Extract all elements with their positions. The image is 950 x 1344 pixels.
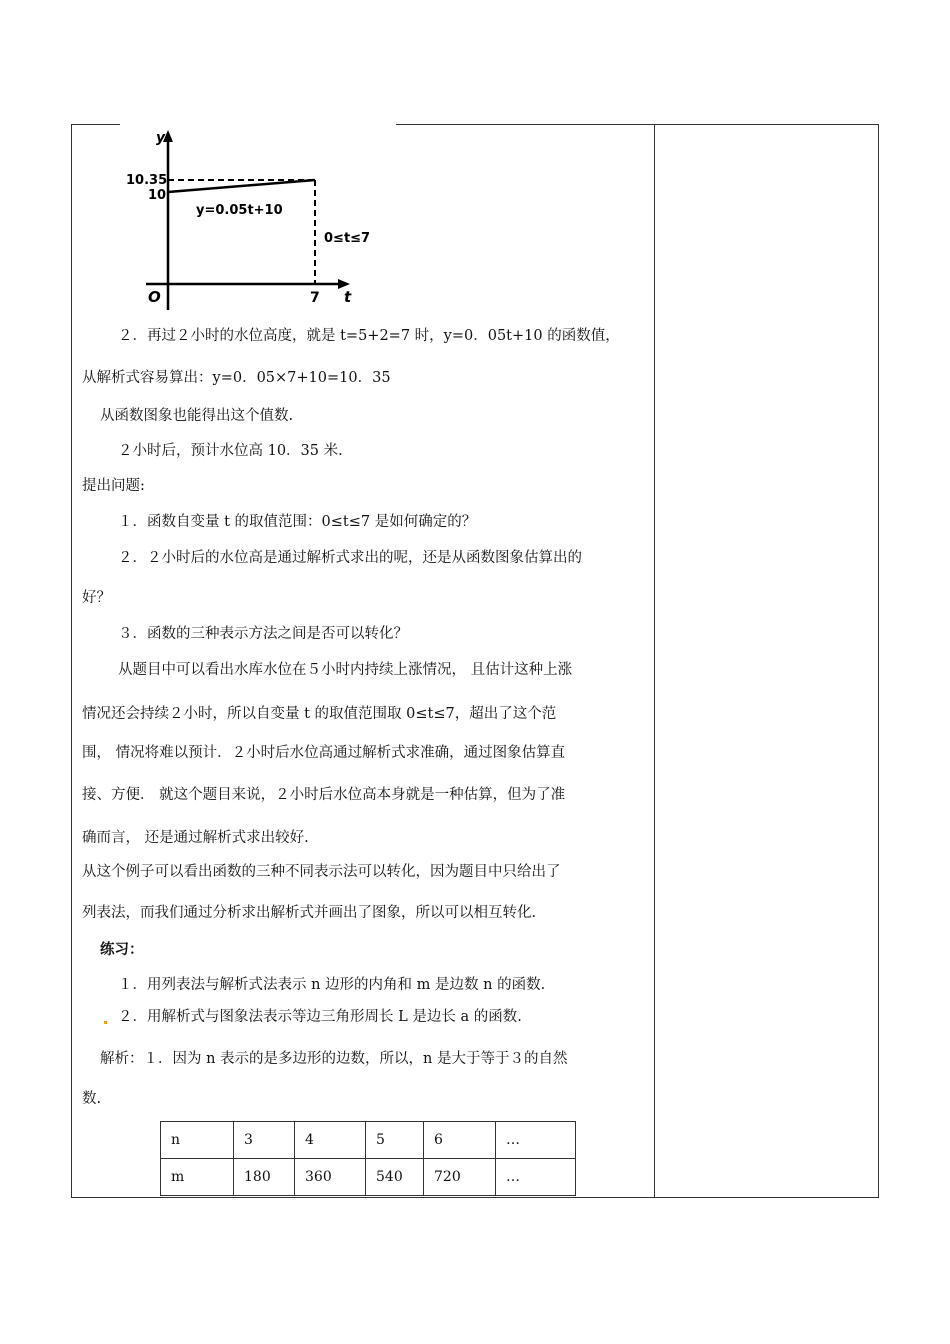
graph-svg xyxy=(118,128,378,318)
table-cell: 360 xyxy=(295,1159,366,1196)
answer-line: 从题目中可以看出水库水位在５小时内持续上涨情况， 且估计这种上涨 xyxy=(118,662,573,678)
conclusion-line: 列表法，而我们通过分析求出解析式并画出了图象，所以可以相互转化. xyxy=(82,905,537,921)
function-graph xyxy=(118,128,378,322)
question-1: １．函数自变量 t 的取值范围：0≤t≤7 是如何确定的？ xyxy=(118,514,477,530)
y-tick-1035: 10.35 xyxy=(126,173,168,188)
exercise-heading: 练习： xyxy=(100,941,144,958)
paragraph-line: ２小时后，预计水位高 10．35 米. xyxy=(118,443,343,459)
table-cell: n xyxy=(161,1122,234,1159)
paragraph-line: 从函数图象也能得出这个值数. xyxy=(100,408,294,424)
question-2-cont: 好？ xyxy=(82,590,111,606)
table-cell: 180 xyxy=(234,1159,295,1196)
table-row xyxy=(161,1159,576,1196)
table-row xyxy=(161,1122,576,1159)
y-tick-10: 10 xyxy=(148,188,167,203)
answer-line: 情况还会持续２小时，所以自变量 t 的取值范围取 0≤t≤7，超出了这个范 xyxy=(82,706,557,722)
table-cell: m xyxy=(161,1159,234,1196)
paragraph-line: ２．再过２小时的水位高度，就是 t=5+2=7 时，y=0．05t+10 的函数值， xyxy=(118,328,620,344)
paragraph-line: 从解析式容易算出：y=0．05×7+10=10．35 xyxy=(82,370,391,386)
origin-label: O xyxy=(148,288,161,306)
answer-line: 接、方便． 就这个题目来说，２小时后水位高本身就是一种估算，但为了准 xyxy=(82,787,566,803)
n-m-table xyxy=(160,1121,576,1196)
formula-label: y=0.05t+10 xyxy=(196,203,283,218)
domain-label: 0≤t≤7 xyxy=(324,231,371,246)
table-cell: 3 xyxy=(234,1122,295,1159)
conclusion-line: 从这个例子可以看出函数的三种不同表示法可以转化，因为题目中只给出了 xyxy=(82,864,561,880)
function-line xyxy=(168,180,315,192)
answer-line: 确而言， 还是通过解析式求出较好. xyxy=(82,830,309,846)
question-3: ３．函数的三种表示方法之间是否可以转化？ xyxy=(118,626,408,642)
y-axis-label: y xyxy=(156,130,166,146)
question-2: ２．２小时后的水位高是通过解析式求出的呢，还是从函数图象估算出的 xyxy=(118,550,582,566)
section-heading: 提出问题: xyxy=(82,478,145,494)
table-cell: … xyxy=(496,1122,576,1159)
exercise-2: ２．用解析式与图象法表示等边三角形周长 L 是边长 a 的函数. xyxy=(118,1009,522,1025)
x-axis-label: t xyxy=(344,288,352,306)
table-cell: 540 xyxy=(366,1159,424,1196)
solution-line-cont: 数. xyxy=(82,1091,102,1107)
answer-line: 围， 情况将难以预计．２小时后水位高通过解析式求准确，通过图象估算直 xyxy=(82,745,566,761)
table-cell: 6 xyxy=(424,1122,496,1159)
solution-line: 解析：１．因为 n 表示的是多边形的边数，所以，n 是大于等于３的自然 xyxy=(100,1051,568,1067)
bullet-dot xyxy=(104,1021,107,1024)
table-cell: 5 xyxy=(366,1122,424,1159)
frame-gap xyxy=(120,123,396,127)
column-divider xyxy=(654,125,655,1197)
table-cell: 720 xyxy=(424,1159,496,1196)
exercise-1: １．用列表法与解析式法表示 n 边形的内角和 m 是边数 n 的函数. xyxy=(118,977,546,993)
table-cell: 4 xyxy=(295,1122,366,1159)
table-cell: … xyxy=(496,1159,576,1196)
x-tick-7: 7 xyxy=(310,290,320,306)
